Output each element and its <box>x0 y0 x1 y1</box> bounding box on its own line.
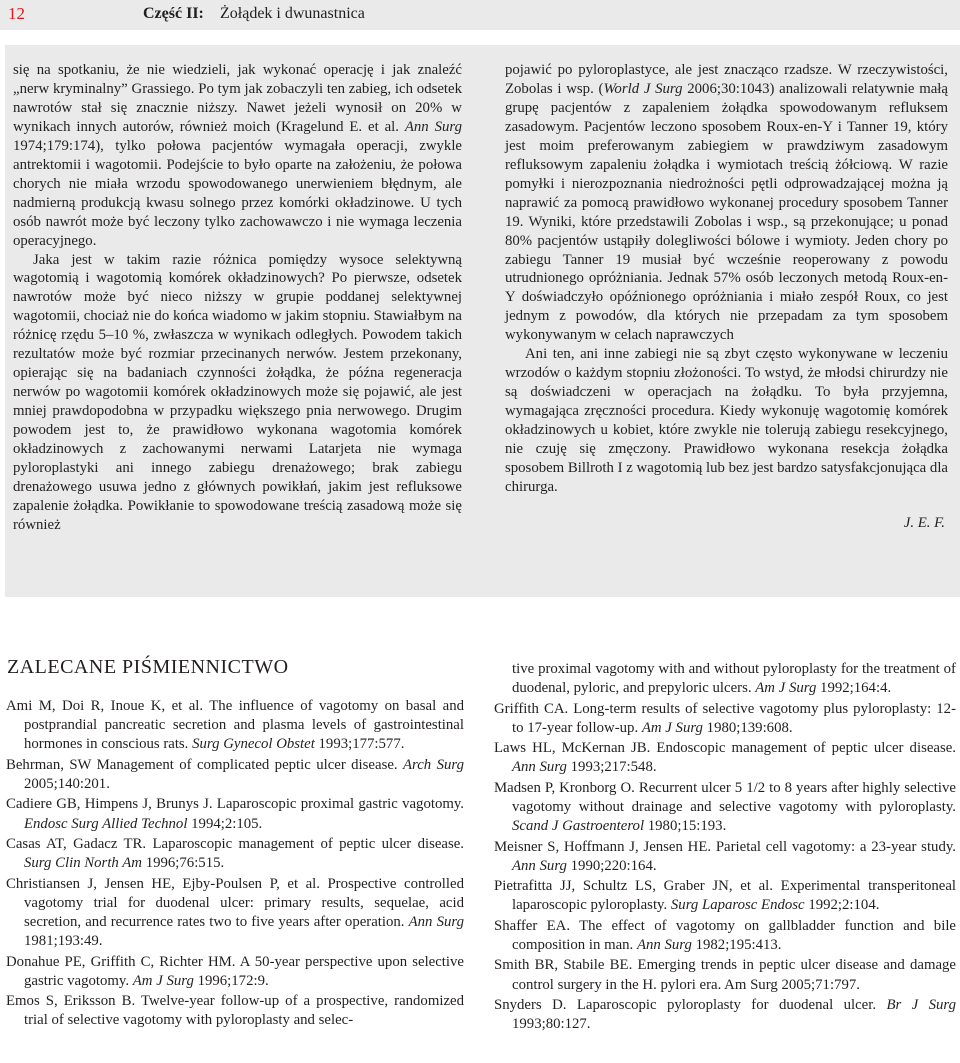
reference-item: Casas AT, Gadacz TR. Laparoscopic management of peptic ulcer disease. Surg Clin North Am 1996;76:515. <box>6 835 464 872</box>
reference-item: Snyders D. Laparoscopic pyloroplasty for duodenal ulcer. Br J Surg 1993;80:127. <box>494 996 956 1033</box>
reference-item: Griffith CA. Long-term results of selective vagotomy plus pyloroplasty: 12- to 17-year follow-up. Am J Surg 1980;139:608. <box>494 700 956 736</box>
commentary-right-column <box>505 61 948 533</box>
references-right-column <box>494 660 956 1036</box>
page-number: 12 <box>8 4 25 23</box>
running-header <box>0 0 960 30</box>
part-label: Część II: <box>143 5 204 22</box>
reference-item: Smith BR, Stabile BE. Emerging trends in peptic ulcer disease and damage control surgery in the H. pylori era. Am Surg 2005;71:797. <box>494 957 956 993</box>
reference-item: Ami M, Doi R, Inoue K, et al. The influence of vagotomy on basal and postprandial pancreatic secretion and plasma levels of gastrointestinal hormones in conscious rats. Surg Gynecol Obstet 1993;177:577. <box>6 698 464 753</box>
reference-item: Christiansen J, Jensen HE, Ejby-Poulsen P, et al. Prospective controlled vagotomy trial for duodenal ulcer: primary results, sequelae, acid secretion, and recurrence rates two to five years after operation. Ann Surg 1981;193:49. <box>6 875 464 950</box>
reference-item: Emos S, Eriksson B. Twelve-year follow-up of a prospective, randomized trial of selective vagotomy with pyloroplasty and selec- <box>6 993 464 1029</box>
commentary-paragraph: się na spotkaniu, że nie wiedzieli, jak wykonać operację i jak znaleźć „nerw kryminalny” Grassiego. Po tym jak zobaczyli ten zabieg, ich odsetek nawrotów stał się znacznie niższy. Nawet jeżeli wynosił on 20% w wynikach innych autorów, również moich (Kragelund E. et al. Ann Surg 1974;179:174), tylko połowa pacjentów wymagała operacji, zwykle antrektomii i wagotomii. Podejście to było oparte na założeniu, że połowa chorych nie miała wrzodu spowodowanego unerwieniem błędnym, ale nadmierną produkcją kwasu solnego przez komórki okładzinowe. U tych osób nawrót może być leczony tylko zachowawczo i nie wymaga leczenia operacyjnego. <box>13 62 462 249</box>
reference-continuation: tive proximal vagotomy with and without pyloroplasty for the treatment of duodenal, pyloric, and prepyloric ulcers. Am J Surg 1992;164:4. <box>512 661 956 697</box>
reference-item: Laws HL, McKernan JB. Endoscopic management of peptic ulcer disease. Ann Surg 1993;217:548. <box>494 740 956 776</box>
references-heading: ZALECANE PIŚMIENNICTWO <box>7 656 289 678</box>
reference-item: Shaffer EA. The effect of vagotomy on gallbladder function and bile composition in man. Ann Surg 1982;195:413. <box>494 917 956 953</box>
references-left-column <box>6 697 464 1032</box>
reference-item: Behrman, SW Management of complicated peptic ulcer disease. Arch Surg 2005;140:201. <box>6 756 464 792</box>
reference-item: Cadiere GB, Himpens J, Brunys J. Laparoscopic proximal gastric vagotomy. Endosc Surg Allied Technol 1994;2:105. <box>6 796 464 832</box>
commentary-paragraph: pojawić po pyloroplastyce, ale jest znacząco rzadsze. W rzeczywistości, Zobolas i wsp. (World J Surg 2006;30:1043) analizowali relatywnie małą grupę pacjentów z zapaleniem żołądka spowodowanym refluksem zasadowym. Pacjentów leczono sposobem Roux-en-Y i Tanner 19, który jest moim preferowanym zabiegiem w prawdziwym zasadowym refluksowym zapaleniu żołądka i wymiotach treścią żółciową. W razie pomyłki i nierozpoznania niedrożności pętli odprowadzającej można ją naprawić za pomocą prawidłowo wykonanej procedury sposobem Tanner 19. Wyniki, które przedstawili Zobolas i wsp., są przekonujące; u ponad 80% pacjentów ustąpiły dolegliwości bólowe i wymioty. Jeden chory po zabiegu Tanner 19 musiał być wcześnie reoperowany z powodu utrudnionego opróżniania. Jednak 57% osób leczonych metodą Roux-en-Y doświadczyło opóźnionego opróżniania i miało zespół Roux, co jest jednym z powodów, dla których nie przepadam za tym sposobem wykonywanym w celach naprawczych <box>505 62 948 344</box>
reference-item: Madsen P, Kronborg O. Recurrent ulcer 5 1/2 to 8 years after highly selective vagotomy without drainage and selective vagotomy with pyloroplasty. Scand J Gastroenterol 1980;15:193. <box>494 779 956 835</box>
commentary-paragraph: Ani ten, ani inne zabiegi nie są zbyt często wykonywane w leczeniu wrzodów o każdym stopniu złożoności. To wstyd, że młodsi chirurdzy nie są doświadczeni w operacjach na żołądku. To była przyjemna, wymagająca zręczności procedura. Kiedy wykonuję wagotomię komórek okładzinowych u kobiet, które zwykle nie tolerują zabiegu resekcyjnego, nie czuję się zmęczony. Prawidłowo wykonana resekcja żołądka sposobem Billroth I z wagotomią lub bez jest bardzo satysfakcjonująca dla chirurga. <box>505 346 948 495</box>
commentary-paragraph: Jaka jest w takim razie różnica pomiędzy wysoce selektywną wagotomią i wagotomią komórek okładzinowych? Po pierwsze, odsetek nawrotów może być nieco niższy w grupie poddanej selektywnej wagotomii, chociaż nie do końca wiadomo w jakim stopniu. Stawiałbym na różnicę rzędu 5–10 %, zwłaszcza w wynikach odległych. Powodem takich rezultatów może być rozmiar przecinanych nerwów. Jestem przekonany, opierając się na badaniach czynności żołądka, że późna regeneracja nerwów po wagotomii komórek okładzinowych może się pojawić, ale jest mniej prawdopodobna w przypadku większego pnia nerwowego. Drugim powodem jest to, że prawidłowo wykonana wagotomia komórek okładzinowych z zachowanymi nerwami Latarjeta nie wymaga pyloroplastyki ani innego zabiegu drenażowego; brak zabiegu drenażowego usuwa jedno z głównych powikłań, jakim jest refluksowe zapalenie żołądka. Powikłanie to spowodowane treścią zasadową może się również <box>13 251 462 533</box>
reference-item: Pietrafitta JJ, Schultz LS, Graber JN, et al. Experimental transperitoneal laparoscopic pyloroplasty. Surg Laparosc Endosc 1992;2:104. <box>494 878 956 914</box>
commentary-left-column <box>13 61 462 535</box>
reference-item: Donahue PE, Griffith C, Richter HM. A 50-year perspective upon selective gastric vagotomy. Am J Surg 1996;172:9. <box>6 953 464 989</box>
chapter-title: Żołądek i dwunastnica <box>220 5 365 22</box>
author-signature: J. E. F. <box>903 514 945 531</box>
reference-item: Meisner S, Hoffmann J, Jensen HE. Parietal cell vagotomy: a 23-year study. Ann Surg 1990;220:164. <box>494 838 956 874</box>
